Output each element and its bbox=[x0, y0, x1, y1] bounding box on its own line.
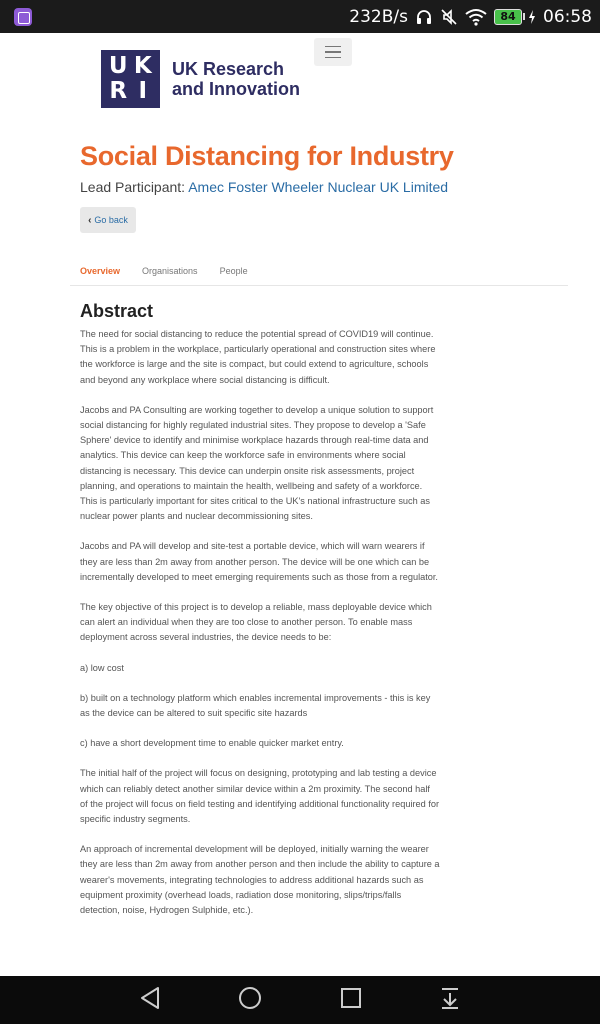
go-back-label: Go back bbox=[94, 215, 128, 225]
logo-text-line2: and Innovation bbox=[172, 79, 300, 99]
abstract-paragraph: The key objective of this project is to develop a reliable, mass deployable device which can alert an individual when they are too close to another person. To enable mass deployment across several industries, the device needs to be: bbox=[80, 602, 432, 643]
go-back-button[interactable] bbox=[80, 207, 136, 233]
battery-level: 84 bbox=[494, 9, 522, 25]
battery-icon bbox=[494, 9, 536, 25]
logo-text-line1: UK Research bbox=[172, 59, 285, 79]
abstract-paragraph: An approach of incremental development will be deployed, initially warning the wearer they are less than 2m away from another person and then include the ability to capture a wearer's movements, integrating technologies to address additional hazards such as equipment proximity (overhead loads, radiation dose monitoring, slips/trips/falls detection, noise, Hydrogen Sulphide, etc.). bbox=[80, 844, 440, 916]
status-bar bbox=[0, 0, 600, 33]
tab-bar bbox=[80, 266, 248, 276]
page-title: Social Distancing for Industry bbox=[80, 141, 454, 171]
mute-icon bbox=[440, 8, 458, 26]
navigation-bar bbox=[0, 976, 600, 1024]
abstract-paragraph: b) built on a technology platform which enables incremental improvements - this is key as the device can be altered to suit specific site hazards bbox=[80, 692, 431, 719]
headphones-icon bbox=[415, 8, 433, 26]
back-triangle-icon[interactable] bbox=[139, 986, 161, 1015]
hamburger-icon bbox=[325, 46, 341, 48]
lead-participant bbox=[80, 179, 448, 195]
abstract-paragraph: The need for social distancing to reduce the potential spread of COVID19 will continue. This is a problem in the workplace, particularly operational and construction sites where the workforce is large and the site is compact, but could extend to agriculture, schools and beyond any workplace where social distancing is difficult. bbox=[80, 329, 436, 385]
lead-org-link[interactable]: Amec Foster Wheeler Nuclear UK Limited bbox=[188, 179, 449, 195]
clock: 06:58 bbox=[543, 6, 592, 27]
abstract-heading: Abstract bbox=[80, 301, 154, 321]
logo-text[interactable] bbox=[172, 59, 300, 99]
chevron-left-icon: ‹ bbox=[88, 214, 92, 226]
ukri-logo[interactable]: U K R I bbox=[101, 50, 160, 108]
wifi-icon bbox=[465, 8, 487, 26]
net-speed: 232B/s bbox=[349, 6, 408, 27]
web-page bbox=[0, 33, 600, 976]
image-app-icon bbox=[14, 8, 32, 26]
tab-overview[interactable]: Overview bbox=[80, 266, 121, 276]
abstract-paragraph: c) have a short development time to enable quicker market entry. bbox=[80, 738, 344, 749]
abstract-paragraph: Jacobs and PA will develop and site-test a portable device, which will warn wearers if they are less than 2m away from another person. The device will be one which can be incrementally developed to meet emerging requirements such as those from a regulator. bbox=[80, 541, 438, 582]
abstract-paragraph: a) low cost bbox=[80, 662, 124, 673]
tab-divider bbox=[70, 285, 568, 286]
menu-button[interactable] bbox=[314, 38, 352, 66]
home-circle-icon[interactable] bbox=[238, 986, 262, 1015]
tab-people[interactable]: People bbox=[219, 266, 248, 276]
notification-pull-icon[interactable] bbox=[439, 986, 461, 1015]
abstract-body bbox=[80, 327, 440, 933]
recents-square-icon[interactable] bbox=[340, 987, 362, 1014]
tab-organisations[interactable]: Organisations bbox=[142, 266, 198, 276]
lead-label: Lead Participant: bbox=[80, 179, 186, 195]
abstract-paragraph: The initial half of the project will focus on designing, prototyping and lab testing a device which can reliably detect another similar device within a 2m proximity. The second half of the project will focus on field testing and identifying additional functionality required for specific industry segments. bbox=[80, 768, 440, 825]
abstract-paragraph: Jacobs and PA Consulting are working together to develop a unique solution to support social distancing for highly regulated industrial sites. They propose to develop a 'Safe Sphere' device to identify and minimise workplace hazards through real-time data and analytics. This device can keep the workforce safe in environments where social distancing is necessary. This device can underpin onsite risk assessments, project planning, and operations to maintain the health, wellbeing and safety of a workforce. This is particularly important for sites critical to the UK's national infrastructure such as nuclear power plants and nuclear decommissioning sites. bbox=[80, 404, 434, 522]
